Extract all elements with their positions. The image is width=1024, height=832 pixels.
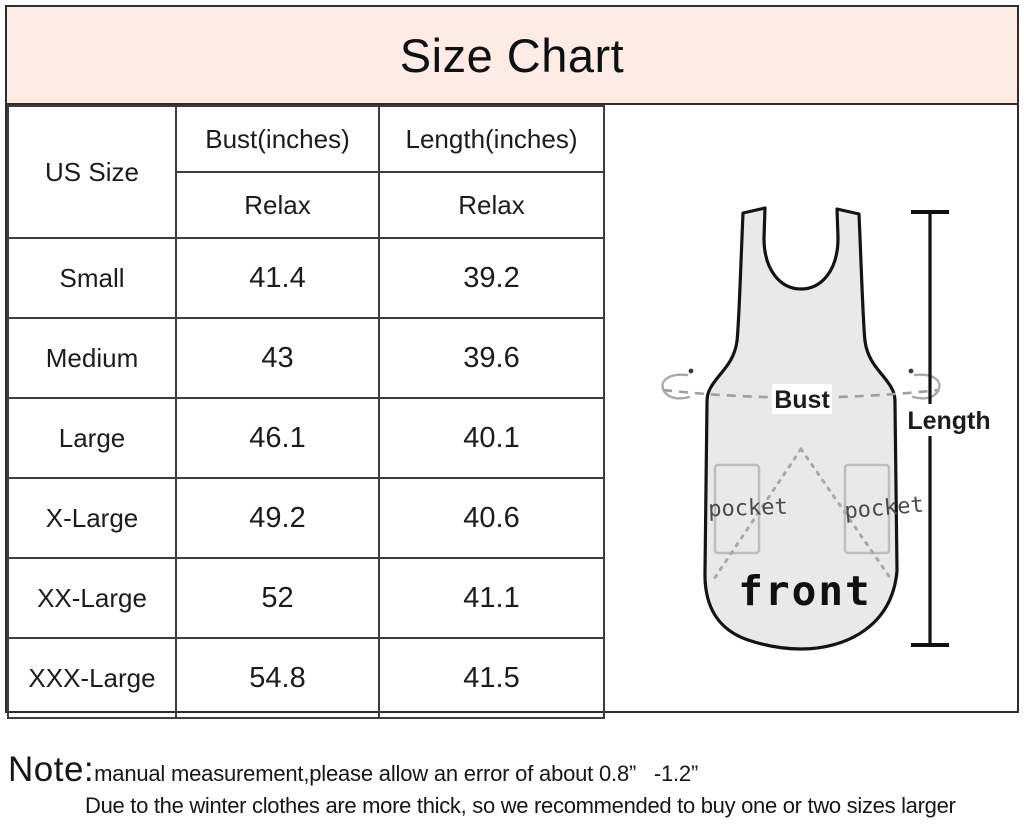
chart-frame [5,5,1019,713]
length-label: Length [907,407,991,435]
length-cell: 40.6 [379,478,604,558]
size-cell: Large [8,398,176,478]
bust-column-header: Bust(inches) [176,106,379,172]
length-cell: 41.1 [379,558,604,638]
size-cell: Medium [8,318,176,398]
table-row-xx-large [8,558,604,638]
table-row-medium [8,318,604,398]
bust-cell: 54.8 [176,638,379,718]
length-cell: 39.2 [379,238,604,318]
length-cell: 41.5 [379,638,604,718]
table-row-small [8,238,604,318]
bust-cell: 49.2 [176,478,379,558]
bust-arrow-left [663,375,689,399]
bust-cell: 43 [176,318,379,398]
title-band [7,7,1017,105]
length-cell: 39.6 [379,318,604,398]
front-label: front [738,567,872,615]
size-cell: XXX-Large [8,638,176,718]
note-line-1 [8,751,1020,790]
bust-arrow-right-tip [909,369,914,374]
table-header-row [8,106,604,172]
pocket-left-label: pocket [707,494,789,523]
table-row-xxx-large [8,638,604,718]
note-text-measurement: manual measurement,please allow an error of about 0.8” -1.2” [94,761,699,786]
note-section [8,751,1020,819]
size-table [7,105,605,719]
table-row-x-large [8,478,604,558]
apron-diagram [605,105,1024,711]
bust-arrow-right [913,375,939,399]
note-text-winter: Due to the winter clothes are more thick, so we recommended to buy one or two sizes larger [85,792,956,818]
size-cell: XX-Large [8,558,176,638]
bust-label: Bust [774,386,830,414]
bust-cell: 46.1 [176,398,379,478]
table-row-large [8,398,604,478]
length-subheader-relax: Relax [379,172,604,238]
bust-subheader-relax: Relax [176,172,379,238]
page-title: Size Chart [399,28,625,82]
bust-cell: 52 [176,558,379,638]
note-label: Note: [8,750,95,789]
size-cell: X-Large [8,478,176,558]
pocket-right-label: pocket [843,492,925,525]
bust-cell: 41.4 [176,238,379,318]
content-row [7,105,1017,711]
bust-arrow-left-tip [689,369,694,374]
apron-diagram-cell [605,105,1017,711]
us-size-header: US Size [8,106,176,238]
size-cell: Small [8,238,176,318]
length-cell: 40.1 [379,398,604,478]
length-column-header: Length(inches) [379,106,604,172]
